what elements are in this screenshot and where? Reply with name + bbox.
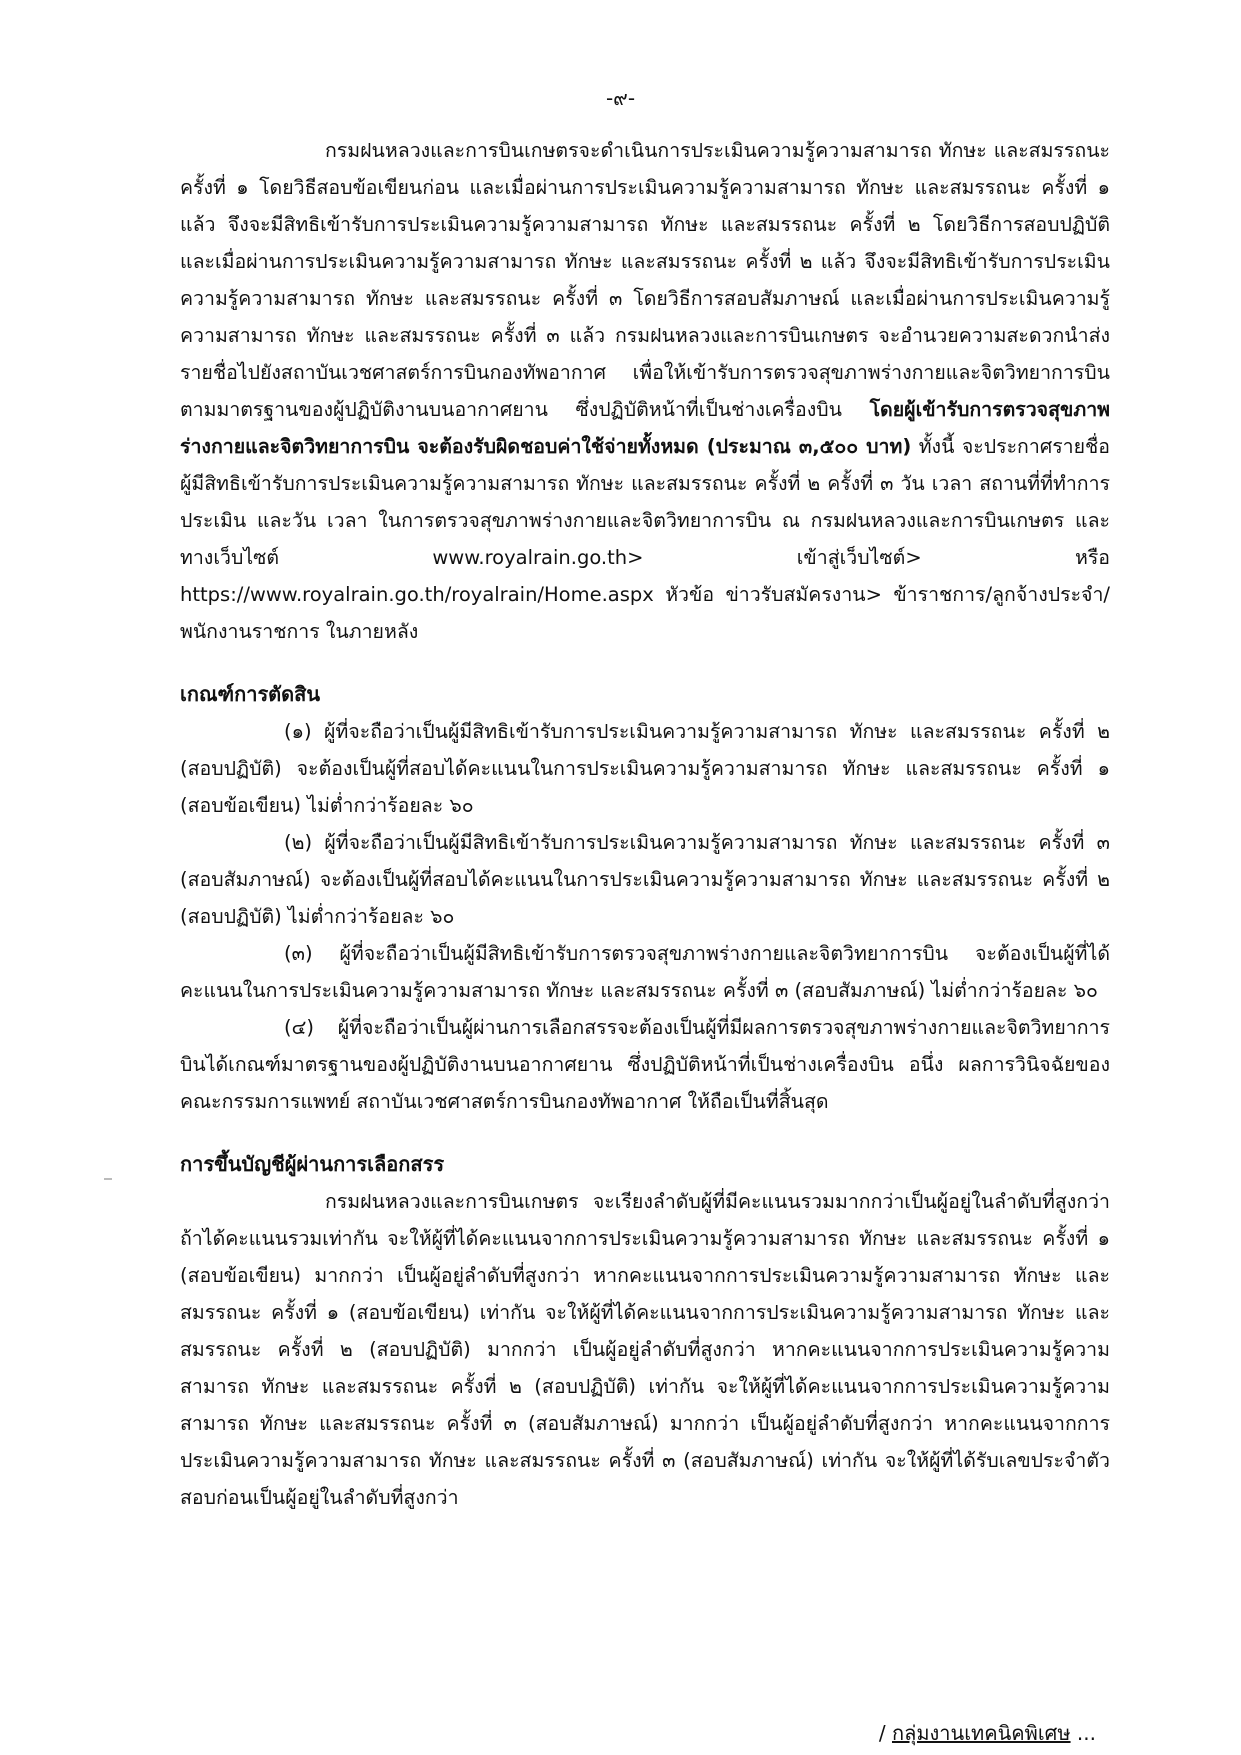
intro-text-b: ทั้งนี้ จะประกาศรายชื่อผู้มีสิทธิเข้ารับการประเมินความรู้ความสามารถ ทักษะ และสมรรถนะ ครั้งที่ ๒ ครั้งที่ ๓ วัน เวลา สถานที่ที่ทำการประเมิน และวัน เวลา ในการตรวจสุขภาพร่างกายและจิตวิทยาการบิน ณ กรมฝนหลวงและการบินเกษตร และทางเว็บไซต์ www.royalrain.go.th> เข้าสู่เว็บไซต์> หรือ https://www.royalrain.go.th/royalrain/Home.aspx หัวข้อ ข่าวรับสมัครงาน> ข้าราชการ/ลูกจ้างประจำ/ พนักงานราชการ ในภายหลัง [180, 435, 1110, 643]
footer-ellipsis: ... [1070, 1721, 1096, 1745]
document-body [180, 132, 1110, 1516]
page-number: -๙- [605, 86, 636, 110]
listing-heading: การขึ้นบัญชีผู้ผ่านการเลือกสรร [180, 1152, 445, 1176]
criteria-item-4: (๔) ผู้ที่จะถือว่าเป็นผู้ผ่านการเลือกสรรจะต้องเป็นผู้ที่มีผลการตรวจสุขภาพร่างกายและจิตวิทยาการบินได้เกณฑ์มาตรฐานของผู้ปฏิบัติงานบนอากาศยาน ซึ่งปฏิบัติหน้าที่เป็นช่างเครื่องบิน อนึ่ง ผลการวินิจฉัยของคณะกรรมการแพทย์ สถาบันเวชศาสตร์การบินกองทัพอากาศ ให้ถือเป็นที่สิ้นสุด [180, 1016, 1110, 1113]
margin-mark [104, 1178, 112, 1180]
criteria-item-2: (๒) ผู้ที่จะถือว่าเป็นผู้มีสิทธิเข้ารับการประเมินความรู้ความสามารถ ทักษะ และสมรรถนะ ครั้งที่ ๓ (สอบสัมภาษณ์) จะต้องเป็นผู้ที่สอบได้คะแนนในการประเมินความรู้ความสามารถ ทักษะ และสมรรถนะ ครั้งที่ ๒ (สอบปฏิบัติ) ไม่ต่ำกว่าร้อยละ ๖๐ [180, 831, 1110, 928]
intro-paragraph [180, 132, 1110, 650]
criteria-item-3: (๓) ผู้ที่จะถือว่าเป็นผู้มีสิทธิเข้ารับการตรวจสุขภาพร่างกายและจิตวิทยาการบิน จะต้องเป็นผู้ที่ได้คะแนนในการประเมินความรู้ความสามารถ ทักษะ และสมรรถนะ ครั้งที่ ๓ (สอบสัมภาษณ์) ไม่ต่ำกว่าร้อยละ ๖๐ [180, 942, 1110, 1002]
intro-text-a: กรมฝนหลวงและการบินเกษตรจะดำเนินการประเมินความรู้ความสามารถ ทักษะ และสมรรถนะ ครั้งที่ ๑ โดยวิธีสอบข้อเขียนก่อน และเมื่อผ่านการประเมินความรู้ความสามารถ ทักษะ และสมรรถนะ ครั้งที่ ๑ แล้ว จึงจะมีสิทธิเข้ารับการประเมินความรู้ความสามารถ ทักษะ และสมรรถนะ ครั้งที่ ๒ โดยวิธีการสอบปฏิบัติ และเมื่อผ่านการประเมินความรู้ความสามารถ ทักษะ และสมรรถนะ ครั้งที่ ๒ แล้ว จึงจะมีสิทธิเข้ารับการประเมินความรู้ความสามารถ ทักษะ และสมรรถนะ ครั้งที่ ๓ โดยวิธีการสอบสัมภาษณ์ และเมื่อผ่านการประเมินความรู้ความสามารถ ทักษะ และสมรรถนะ ครั้งที่ ๓ แล้ว กรมฝนหลวงและการบินเกษตร จะอำนวยความสะดวกนำส่งรายชื่อไปยังสถาบันเวชศาสตร์การบินกองทัพอากาศ เพื่อให้เข้ารับการตรวจสุขภาพร่างกายและจิตวิทยาการบินตามมาตรฐานของผู้ปฏิบัติงานบนอากาศยาน ซึ่งปฏิบัติหน้าที่เป็นช่างเครื่องบิน [180, 139, 1110, 421]
intro-cost-notice: โดยผู้เข้ารับการตรวจสุขภาพร่างกายและจิตวิทยาการบิน จะต้องรับผิดชอบค่าใช้จ่ายทั้งหมด (ประมาณ ๓,๕๐๐ บาท) [180, 398, 1110, 458]
criteria-item-1: (๑) ผู้ที่จะถือว่าเป็นผู้มีสิทธิเข้ารับการประเมินความรู้ความสามารถ ทักษะ และสมรรถนะ ครั้งที่ ๒ (สอบปฏิบัติ) จะต้องเป็นผู้ที่สอบได้คะแนนในการประเมินความรู้ความสามารถ ทักษะ และสมรรถนะ ครั้งที่ ๑ (สอบข้อเขียน) ไม่ต่ำกว่าร้อยละ ๖๐ [180, 720, 1110, 817]
next-page-reference [879, 1720, 1096, 1746]
criteria-heading: เกณฑ์การตัดสิน [180, 682, 321, 706]
next-section-title: กลุ่มงานเทคนิคพิเศษ [891, 1721, 1071, 1745]
listing-paragraph: กรมฝนหลวงและการบินเกษตร จะเรียงลำดับผู้ที่มีคะแนนรวมมากกว่าเป็นผู้อยู่ในลำดับที่สูงกว่า ถ้าได้คะแนนรวมเท่ากัน จะให้ผู้ที่ได้คะแนนจากการประเมินความรู้ความสามารถ ทักษะ และสมรรถนะ ครั้งที่ ๑ (สอบข้อเขียน) มากกว่า เป็นผู้อยู่ลำดับที่สูงกว่า หากคะแนนจากการประเมินความรู้ความสามารถ ทักษะ และสมรรถนะ ครั้งที่ ๑ (สอบข้อเขียน) เท่ากัน จะให้ผู้ที่ได้คะแนนจากการประเมินความรู้ความสามารถ ทักษะ และสมรรถนะ ครั้งที่ ๒ (สอบปฏิบัติ) มากกว่า เป็นผู้อยู่ลำดับที่สูงกว่า หากคะแนนจากการประเมินความรู้ความสามารถ ทักษะ และสมรรถนะ ครั้งที่ ๒ (สอบปฏิบัติ) เท่ากัน จะให้ผู้ที่ได้คะแนนจากการประเมินความรู้ความสามารถ ทักษะ และสมรรถนะ ครั้งที่ ๓ (สอบสัมภาษณ์) มากกว่า เป็นผู้อยู่ลำดับที่สูงกว่า หากคะแนนจากการประเมินความรู้ความสามารถ ทักษะ และสมรรถนะ ครั้งที่ ๓ (สอบสัมภาษณ์) เท่ากัน จะให้ผู้ที่ได้รับเลขประจำตัวสอบก่อนเป็นผู้อยู่ในลำดับที่สูงกว่า [180, 1190, 1110, 1509]
footer-slash: / [878, 1721, 892, 1745]
